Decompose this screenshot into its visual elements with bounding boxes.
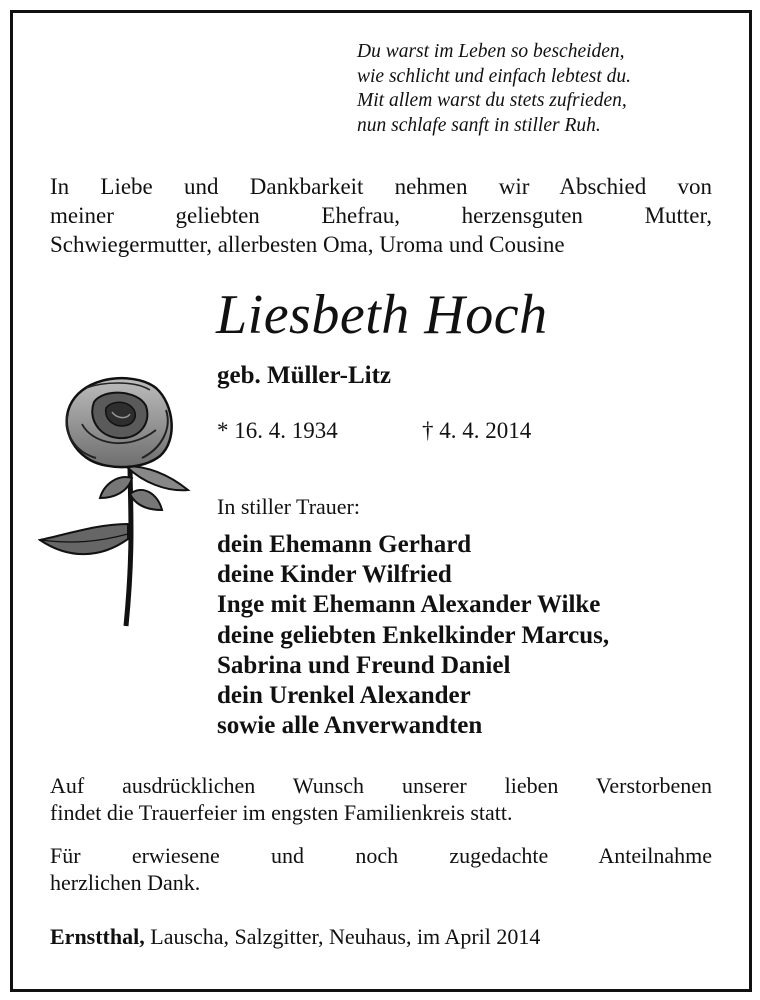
funeral-note-line: findet die Trauerfeier im engsten Familienkreis statt.: [50, 800, 513, 825]
thanks-line: herzlichen Dank.: [50, 870, 201, 895]
closing-line: [50, 924, 540, 950]
birth-name: geb. Müller-Litz: [217, 362, 392, 389]
family-item: dein Urenkel Alexander: [217, 682, 471, 710]
intro-line: meiner geliebten Ehefrau, herzensguten Mutter,: [50, 203, 712, 228]
family-item: sowie alle Anverwandten: [217, 712, 483, 740]
funeral-note: [50, 772, 712, 826]
intro-text: [50, 172, 712, 259]
deceased-name: Liesbeth Hoch: [216, 284, 548, 346]
family-item: deine geliebten Enkelkinder Marcus,: [217, 621, 610, 649]
closing-place: Ernstthal,: [50, 924, 145, 949]
family-list: [217, 530, 609, 741]
family-item: dein Ehemann Gerhard: [217, 531, 472, 558]
life-dates: [217, 418, 532, 444]
poem-line: nun schlafe sanft in stiller Ruh.: [357, 114, 601, 136]
death-date: † 4. 4. 2014: [422, 418, 532, 443]
poem: [357, 40, 631, 138]
family-item: Sabrina und Freund Daniel: [217, 651, 511, 679]
poem-line: Du warst im Leben so bescheiden,: [357, 41, 625, 62]
birth-date: * 16. 4. 1934: [217, 418, 338, 443]
family-item: deine Kinder Wilfried: [217, 561, 452, 589]
rose-icon: [38, 374, 204, 630]
poem-line: wie schlicht und einfach lebtest du.: [357, 65, 632, 87]
family-item: Inge mit Ehemann Alexander Wilke: [217, 591, 601, 619]
thanks-note: [50, 842, 712, 896]
intro-line: In Liebe und Dankbarkeit nehmen wir Abschied von: [50, 174, 712, 199]
closing-rest: Lauscha, Salzgitter, Neuhaus, im April 2014: [144, 924, 541, 949]
intro-line: Schwiegermutter, allerbesten Oma, Uroma und Cousine: [50, 232, 565, 257]
funeral-note-line: Auf ausdrücklichen Wunsch unserer lieben Verstorbenen: [50, 773, 712, 798]
mourning-label: In stiller Trauer:: [217, 494, 360, 519]
thanks-line: Für erwiesene und noch zugedachte Anteilnahme: [50, 843, 712, 868]
poem-line: Mit allem warst du stets zufrieden,: [357, 90, 627, 111]
